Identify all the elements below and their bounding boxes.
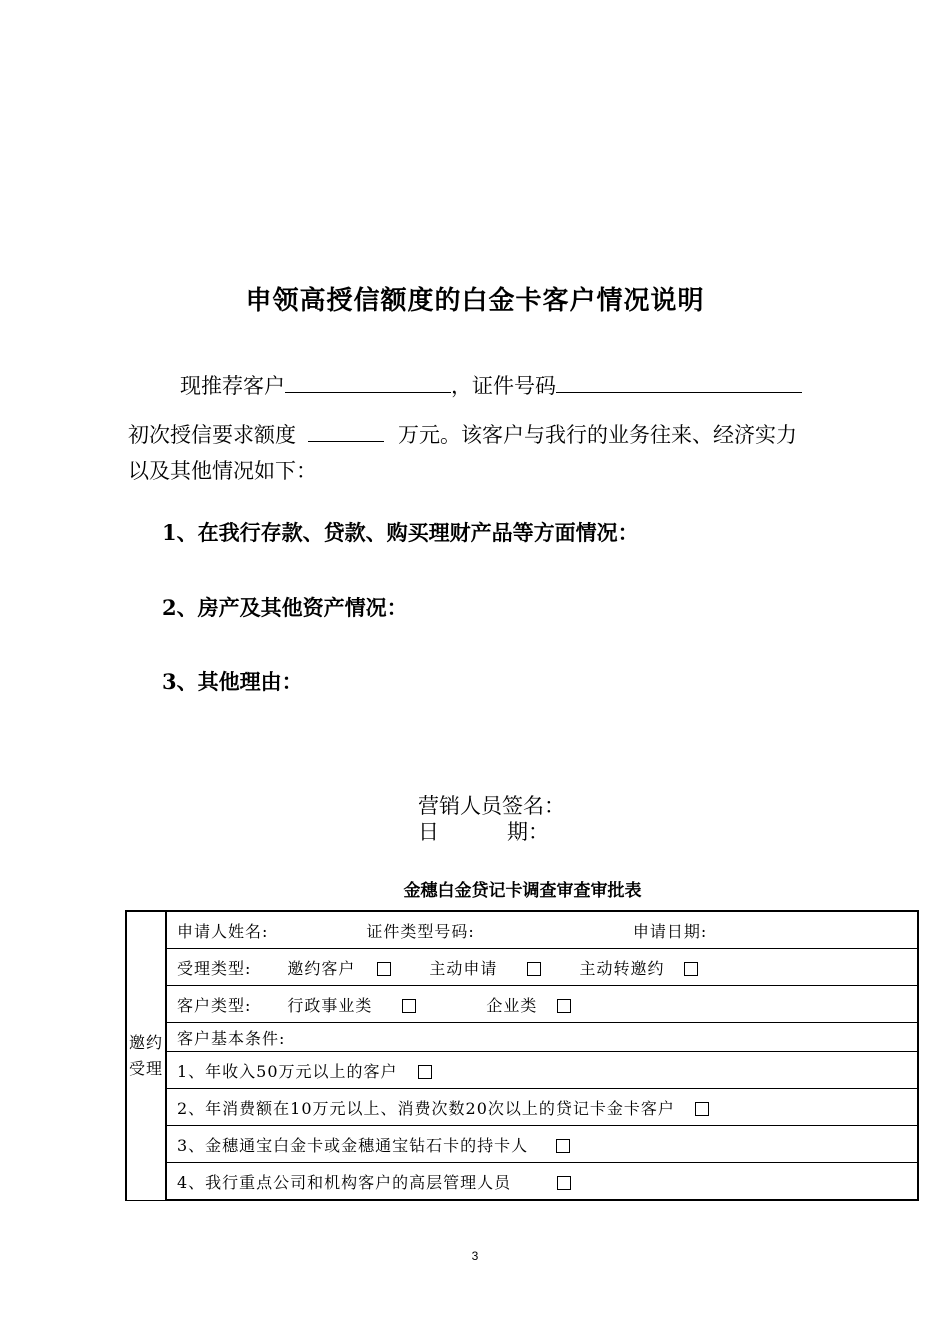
apply-date-label: 申请日期: bbox=[632, 921, 708, 941]
condition-1-checkbox[interactable] bbox=[418, 1065, 432, 1079]
approval-form-table bbox=[125, 910, 919, 1201]
condition-3-cell: 3、金穗通宝白金卡或金穗通宝钻石卡的持卡人 bbox=[166, 1126, 918, 1163]
accept-type-cell: 受理类型: 邀约客户 主动申请 主动转邀约 bbox=[166, 949, 918, 986]
table-row bbox=[126, 911, 918, 949]
table-row bbox=[126, 1163, 918, 1201]
condition-2-checkbox[interactable] bbox=[695, 1102, 709, 1116]
page-title: 申领高授信额度的白金卡客户情况说明 bbox=[245, 286, 705, 316]
customer-name-blank[interactable] bbox=[285, 370, 451, 393]
item-property-assets: 2、房产及其他资产情况： bbox=[162, 595, 408, 620]
item-other-reasons: 3、其他理由： bbox=[162, 669, 303, 694]
condition-2-cell: 2、年消费额在10万元以上、消费次数20次以上的贷记卡金卡客户 bbox=[166, 1089, 918, 1126]
side-label-cell: 邀约 受理 bbox=[126, 911, 166, 1200]
intro-line-3: 以及其他情况如下： bbox=[128, 459, 317, 483]
condition-4-cell: 4、我行重点公司和机构客户的高层管理人员 bbox=[166, 1163, 918, 1201]
condition-1-cell: 1、年收入50万元以上的客户 bbox=[166, 1052, 918, 1089]
table-row bbox=[126, 1052, 918, 1089]
amount-suffix: 万元。该客户与我行的业务往来、经济实力 bbox=[398, 423, 797, 447]
id-type-label: 证件类型号码: bbox=[366, 921, 475, 941]
table-row bbox=[126, 1023, 918, 1052]
condition-3-checkbox[interactable] bbox=[556, 1139, 570, 1153]
amount-label: 初次授信要求额度 bbox=[128, 423, 296, 447]
item-deposits-loans: 1、在我行存款、贷款、购买理财产品等方面情况： bbox=[162, 520, 639, 545]
recommend-label: 现推荐客户 bbox=[180, 374, 285, 398]
table-row bbox=[126, 1126, 918, 1163]
basic-conditions-label: 客户基本条件: bbox=[166, 1023, 918, 1052]
condition-4-checkbox[interactable] bbox=[557, 1176, 571, 1190]
government-type-checkbox[interactable] bbox=[402, 999, 416, 1013]
applicant-name-label: 申请人姓名: bbox=[177, 921, 269, 941]
signature-label: 营销人员签名： bbox=[418, 794, 565, 818]
table-row bbox=[126, 949, 918, 986]
table-row bbox=[126, 986, 918, 1023]
id-number-label: ，证件号码 bbox=[451, 374, 556, 398]
convert-invite-checkbox[interactable] bbox=[684, 962, 698, 976]
id-number-blank[interactable] bbox=[556, 370, 802, 393]
enterprise-type-checkbox[interactable] bbox=[557, 999, 571, 1013]
invited-customer-checkbox[interactable] bbox=[377, 962, 391, 976]
intro-line-1 bbox=[180, 370, 802, 400]
date-label: 日 期： bbox=[418, 820, 549, 844]
intro-line-2 bbox=[128, 419, 797, 449]
applicant-info-cell bbox=[166, 911, 918, 949]
page-number: 3 bbox=[471, 1249, 479, 1263]
amount-blank[interactable] bbox=[308, 419, 384, 442]
customer-type-cell: 客户类型: 行政事业类 企业类 bbox=[166, 986, 918, 1023]
self-apply-checkbox[interactable] bbox=[527, 962, 541, 976]
table-title: 金穗白金贷记卡调查审查审批表 bbox=[403, 881, 642, 901]
table-row bbox=[126, 1089, 918, 1126]
